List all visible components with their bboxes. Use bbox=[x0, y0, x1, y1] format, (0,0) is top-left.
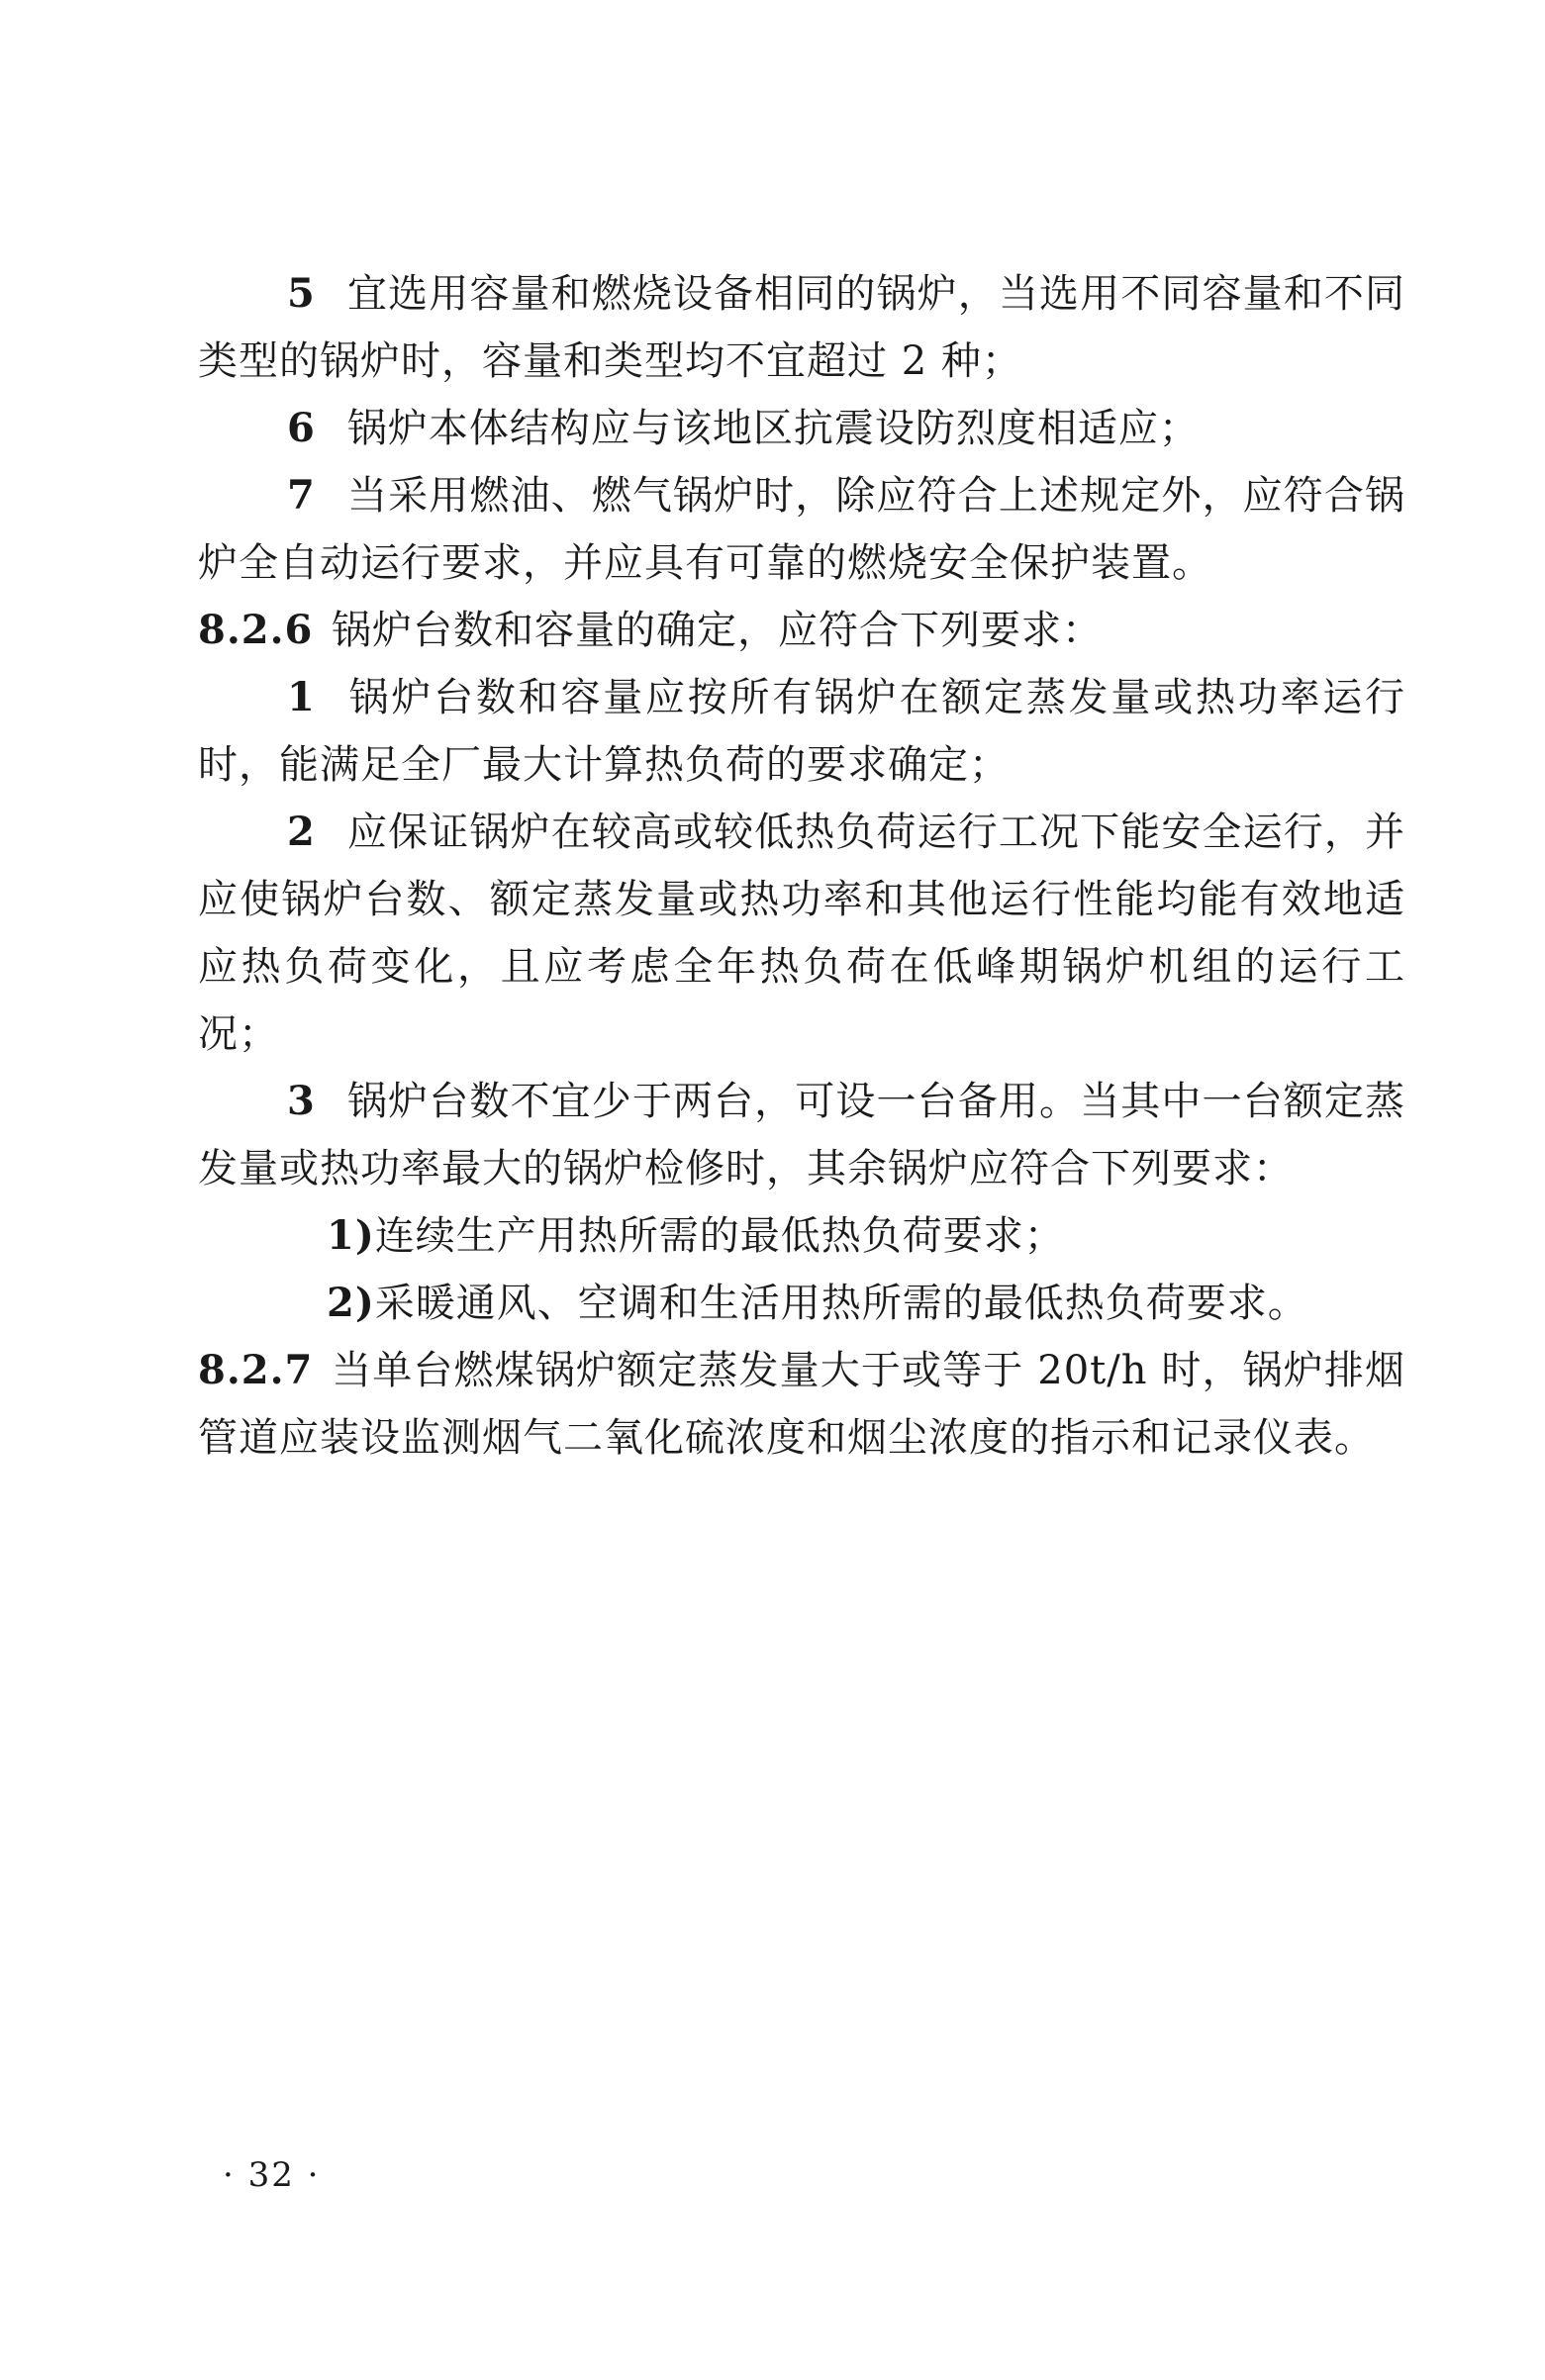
list-item bbox=[198, 664, 1405, 799]
list-item bbox=[198, 799, 1405, 1068]
clause-8-2-6 bbox=[198, 597, 1405, 664]
item-number: 6 bbox=[287, 405, 316, 451]
clause-number: 8.2.7 bbox=[198, 1347, 314, 1393]
document-body bbox=[198, 260, 1405, 1472]
subitem-number: 1) bbox=[327, 1212, 375, 1259]
item-number: 5 bbox=[287, 270, 316, 317]
subitem-number: 2) bbox=[327, 1280, 375, 1326]
page-number: · 32 · bbox=[223, 2155, 321, 2195]
sub-list-item bbox=[198, 1202, 1405, 1270]
item-text: 锅炉台数不宜少于两台，可设一台备用。当其中一台额定蒸发量或热功率最大的锅炉检修时，其余锅炉应符合下列要求： bbox=[198, 1079, 1405, 1191]
item-text: 应保证锅炉在较高或较低热负荷运行工况下能安全运行，并应使锅炉台数、额定蒸发量或热功率和其他运行性能均能有效地适应热负荷变化，且应考虑全年热负荷在低峰期锅炉机组的运行工况； bbox=[198, 809, 1405, 1057]
list-item bbox=[198, 462, 1405, 597]
list-item bbox=[198, 260, 1405, 395]
subitem-text: 采暖通风、空调和生活用热所需的最低热负荷要求。 bbox=[374, 1281, 1308, 1326]
clause-8-2-7 bbox=[198, 1337, 1405, 1472]
clause-text: 当单台燃煤锅炉额定蒸发量大于或等于 20t/h 时，锅炉排烟管道应装设监测烟气二氧化硫浓度和烟尘浓度的指示和记录仪表。 bbox=[198, 1348, 1405, 1461]
item-number: 7 bbox=[287, 472, 316, 519]
sub-list-item bbox=[198, 1270, 1405, 1337]
subitem-text: 连续生产用热所需的最低热负荷要求； bbox=[374, 1213, 1065, 1259]
item-number: 1 bbox=[287, 674, 316, 720]
list-item bbox=[198, 1068, 1405, 1202]
clause-text: 锅炉台数和容量的确定，应符合下列要求： bbox=[332, 608, 1103, 653]
item-text: 当采用燃油、燃气锅炉时，除应符合上述规定外，应符合锅炉全自动运行要求，并应具有可靠的燃烧安全保护装置。 bbox=[198, 473, 1405, 586]
item-text: 锅炉台数和容量应按所有锅炉在额定蒸发量或热功率运行时，能满足全厂最大计算热负荷的要求确定； bbox=[198, 675, 1405, 788]
item-number: 2 bbox=[287, 809, 316, 855]
item-text: 锅炉本体结构应与该地区抗震设防烈度相适应； bbox=[346, 406, 1200, 451]
list-item bbox=[198, 395, 1405, 462]
item-number: 3 bbox=[287, 1078, 316, 1124]
item-text: 宜选用容量和燃烧设备相同的锅炉，当选用不同容量和不同类型的锅炉时，容量和类型均不宜超过 2 种； bbox=[198, 271, 1405, 384]
clause-number: 8.2.6 bbox=[198, 607, 314, 653]
